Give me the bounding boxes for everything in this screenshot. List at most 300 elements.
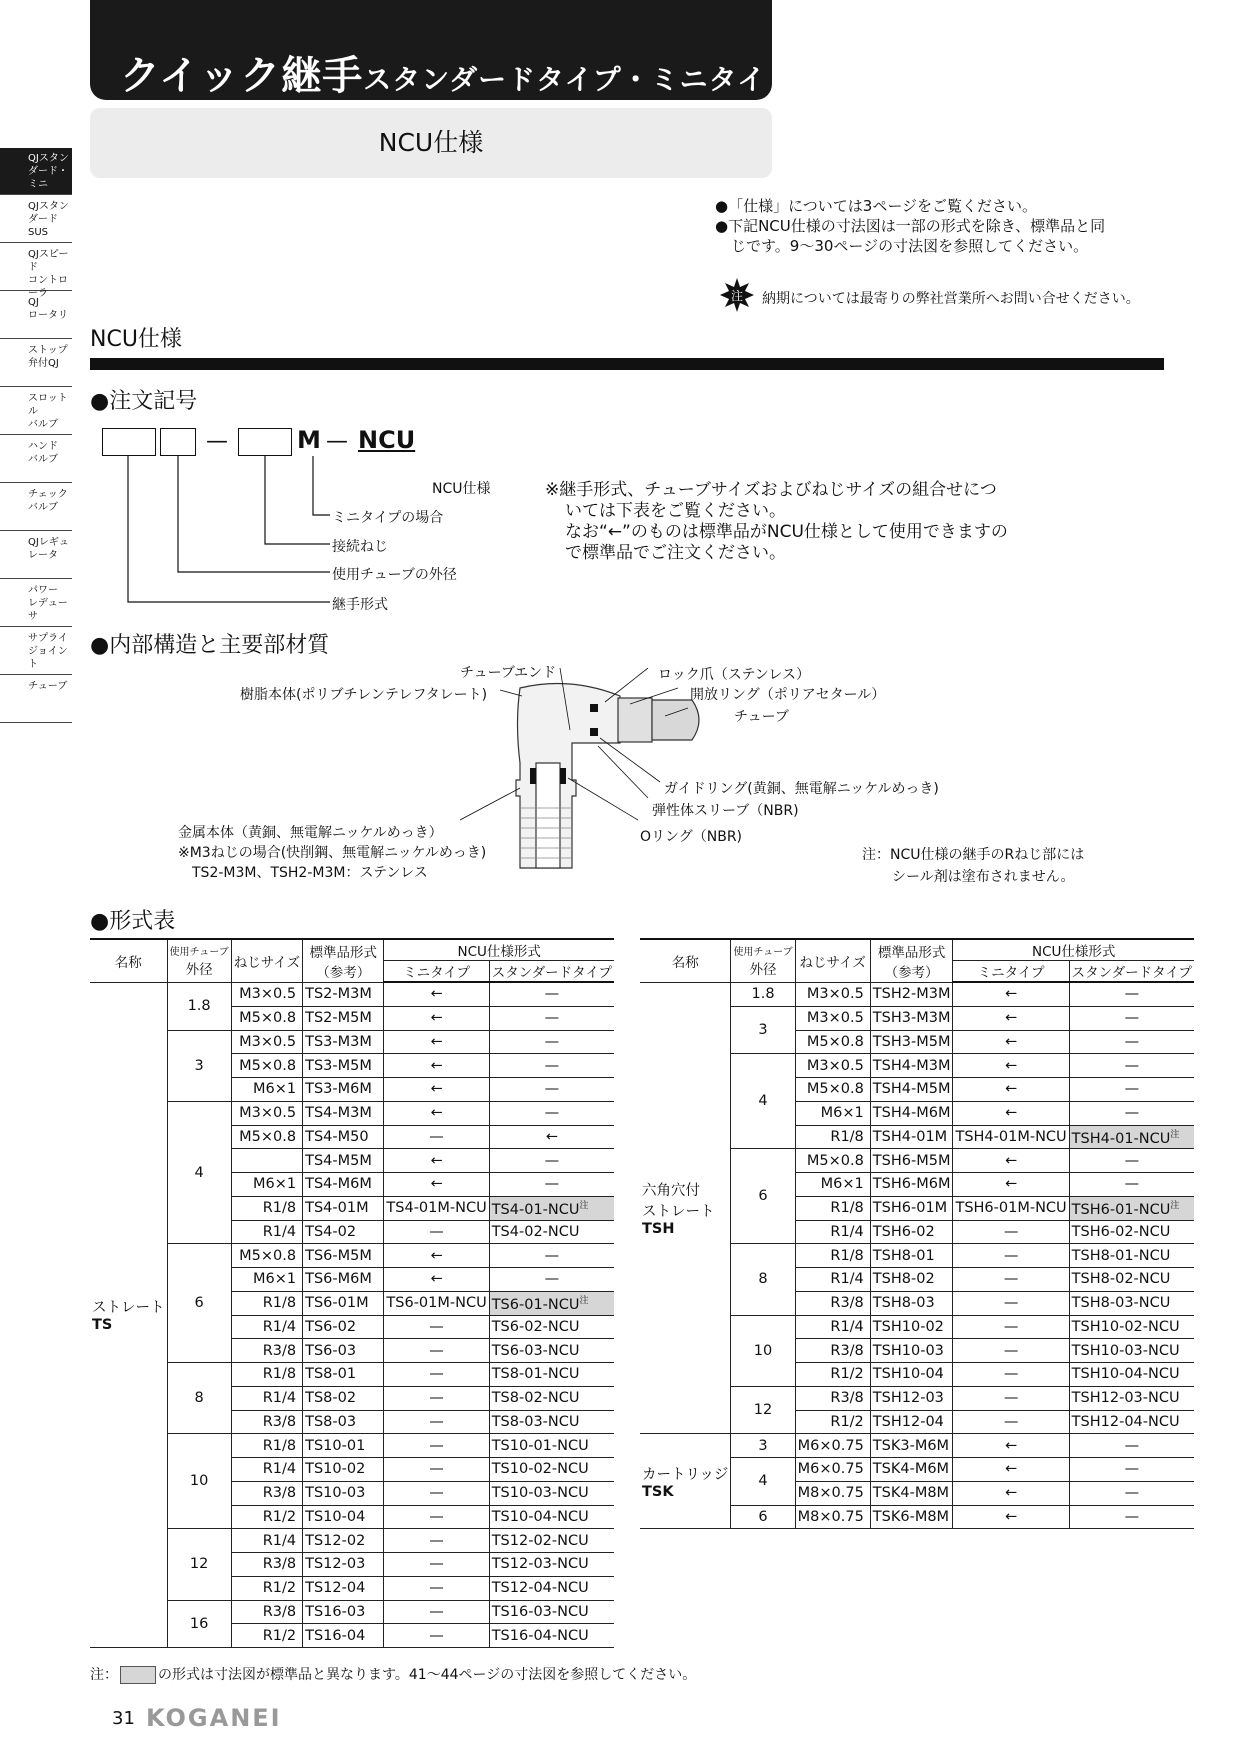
note-line: ●下記NCU仕様の寸法図は一部の形式を除き、標準品と同 xyxy=(715,217,1106,235)
standard-ncu-cell xyxy=(489,1291,614,1315)
standard-ncu-cell xyxy=(1069,1220,1194,1244)
standard-ncu-cell xyxy=(489,1529,614,1553)
standard-ncu-value: — xyxy=(544,1033,560,1050)
std-model-cell: TS4-M5M xyxy=(303,1149,384,1173)
thread-cell: M5×0.8 xyxy=(795,1149,870,1173)
caution-star-icon xyxy=(720,278,754,312)
standard-ncu-value: — xyxy=(1124,1010,1140,1027)
header-cell-line: 使用チューブ xyxy=(169,947,229,959)
thread-cell: M6×0.75 xyxy=(795,1434,870,1458)
code-label: 接続ねじ xyxy=(332,539,388,555)
name-line: 六角穴付 xyxy=(642,1182,700,1199)
standard-ncu-value: TSH6-02-NCU xyxy=(1071,1223,1171,1240)
highlight-note-mark: 注 xyxy=(579,1296,589,1307)
sidebar-item-label: QJスタン xyxy=(28,201,69,212)
standard-ncu-cell xyxy=(1069,1078,1194,1102)
standard-ncu-value: TSH8-02-NCU xyxy=(1071,1271,1171,1288)
tube-od-cell: 4 xyxy=(167,1101,231,1244)
tube-od-cell: 8 xyxy=(167,1363,231,1434)
sidebar-item[interactable] xyxy=(0,580,72,627)
standard-ncu-value: TSH12-03-NCU xyxy=(1071,1390,1180,1407)
thread-cell: M5×0.8 xyxy=(231,1244,302,1268)
std-model-cell: TSH2-M3M xyxy=(870,982,953,1006)
standard-ncu-value: TS12-03-NCU xyxy=(491,1556,589,1573)
title-banner xyxy=(90,0,772,100)
thread-cell: R1/2 xyxy=(231,1576,302,1600)
title-main-text: クイック継手 xyxy=(120,53,364,99)
header-cell: スタンダードタイプ xyxy=(489,961,614,983)
standard-ncu-cell xyxy=(1069,1173,1194,1197)
highlight-note-mark: 注 xyxy=(1170,1129,1180,1140)
std-model-cell: TSK4-M6M xyxy=(870,1458,953,1482)
std-model-cell: TSH8-01 xyxy=(870,1244,953,1268)
thread-cell: M3×0.5 xyxy=(231,982,302,1006)
standard-ncu-cell xyxy=(489,1481,614,1505)
header-cell-line: 外径 xyxy=(749,962,777,979)
standard-ncu-value: — xyxy=(1124,986,1140,1003)
standard-ncu-cell xyxy=(489,1624,614,1648)
header-cell-line: 使用チューブ xyxy=(733,947,793,959)
sidebar-item[interactable] xyxy=(0,292,72,339)
thread-cell: R1/2 xyxy=(231,1624,302,1648)
std-model-cell: TSH10-03 xyxy=(870,1339,953,1363)
standard-ncu-cell xyxy=(489,982,614,1006)
structure-label: チューブエンド xyxy=(460,665,557,681)
sidebar-item-label: QJスタン xyxy=(28,153,69,164)
sidebar-item-label: ロータリ xyxy=(28,310,68,321)
thread-cell: R1/4 xyxy=(231,1386,302,1410)
thread-cell: R1/8 xyxy=(231,1291,302,1315)
standard-ncu-value: — xyxy=(1124,1057,1140,1074)
standard-ncu-value: — xyxy=(1124,1152,1140,1169)
sidebar-item-label: ストップ xyxy=(28,345,68,356)
thread-cell: R1/8 xyxy=(231,1434,302,1458)
thread-cell: M3×0.5 xyxy=(231,1030,302,1054)
sidebar-item[interactable] xyxy=(0,532,72,579)
thread-cell: M5×0.8 xyxy=(231,1125,302,1149)
std-model-cell: TSH12-03 xyxy=(870,1386,953,1410)
standard-ncu-value: — xyxy=(1124,1508,1140,1525)
thread-cell: R3/8 xyxy=(795,1339,870,1363)
highlight-legend-swatch xyxy=(120,1666,156,1684)
sidebar-item-label: サプライ xyxy=(28,633,68,644)
std-model-cell: TS10-04 xyxy=(303,1505,384,1529)
standard-ncu-value: ← xyxy=(545,1128,558,1145)
name-cell xyxy=(640,982,731,1434)
standard-ncu-cell xyxy=(489,1220,614,1244)
std-model-cell: TS16-04 xyxy=(303,1624,384,1648)
standard-ncu-value: TS12-02-NCU xyxy=(491,1532,589,1549)
mini-ncu-cell: ← xyxy=(953,1149,1069,1173)
standard-ncu-cell xyxy=(1069,982,1194,1006)
code-leader-lines xyxy=(100,454,340,614)
sidebar-item[interactable] xyxy=(0,436,72,483)
structure-label: 弾性体スリーブ（NBR) xyxy=(652,803,799,819)
standard-ncu-cell xyxy=(489,1600,614,1624)
standard-ncu-cell xyxy=(1069,1386,1194,1410)
standard-ncu-value: TS4-01-NCU xyxy=(491,1202,580,1219)
standard-ncu-cell xyxy=(489,1363,614,1387)
thread-cell: R1/4 xyxy=(231,1529,302,1553)
standard-ncu-cell xyxy=(489,1268,614,1292)
title-sub-text: スタンダードタイプ・ミニタイ xyxy=(363,63,767,96)
thread-cell: M6×1 xyxy=(795,1101,870,1125)
mini-ncu-cell: ← xyxy=(384,1173,489,1197)
structure-label: Oリング（NBR) xyxy=(640,829,743,845)
remark-line: いては下表をご覧ください。 xyxy=(565,501,786,521)
standard-ncu-cell xyxy=(489,1196,614,1220)
std-model-cell: TSH10-04 xyxy=(870,1363,953,1387)
standard-ncu-value: TSH12-04-NCU xyxy=(1071,1413,1180,1430)
header-cell: ミニタイプ xyxy=(953,961,1069,983)
table-row xyxy=(90,1101,614,1125)
standard-ncu-value: — xyxy=(544,1081,560,1098)
name-line: カートリッジ xyxy=(642,1466,729,1483)
standard-ncu-cell xyxy=(489,1386,614,1410)
subtitle-box: NCU仕様 xyxy=(90,108,772,178)
mini-ncu-cell: — xyxy=(953,1339,1069,1363)
sidebar-item-label: ダードSUS xyxy=(28,214,58,238)
mini-ncu-cell: — xyxy=(384,1529,489,1553)
std-model-cell: TS4-M6M xyxy=(303,1173,384,1197)
std-model-cell: TS16-03 xyxy=(303,1600,384,1624)
highlight-note-mark: 注 xyxy=(1170,1201,1180,1212)
structure-label: ガイドリング(黄銅、無電解ニッケルめっき) xyxy=(664,781,939,797)
code-label: ミニタイプの場合 xyxy=(332,510,444,526)
tube-od-cell: 1.8 xyxy=(731,982,795,1006)
mini-ncu-cell: — xyxy=(953,1386,1069,1410)
mini-ncu-cell: ← xyxy=(384,1054,489,1078)
name-line: ストレート xyxy=(92,1300,165,1317)
std-model-cell: TS12-03 xyxy=(303,1553,384,1577)
code-dash: — xyxy=(326,429,348,454)
name-line: ストレート xyxy=(642,1203,715,1220)
footer-note-prefix: 注： xyxy=(90,1667,118,1683)
standard-ncu-value: TS16-03-NCU xyxy=(491,1603,589,1620)
standard-ncu-cell xyxy=(1069,1006,1194,1030)
sidebar-item[interactable] xyxy=(0,388,72,435)
tube-od-cell: 3 xyxy=(731,1434,795,1458)
thread-cell: M6×1 xyxy=(231,1078,302,1102)
thread-cell: R1/4 xyxy=(231,1458,302,1482)
sidebar-item[interactable] xyxy=(0,628,72,675)
code-box-fitting-type xyxy=(102,428,156,456)
mini-ncu-cell: — xyxy=(384,1458,489,1482)
sidebar-item-label: QJ xyxy=(28,297,39,308)
mini-ncu-cell: ← xyxy=(953,1078,1069,1102)
mini-ncu-cell: ← xyxy=(384,1078,489,1102)
tube-od-cell: 4 xyxy=(731,1458,795,1506)
sidebar-item-label: パワー xyxy=(28,585,58,596)
std-model-cell: TSH3-M3M xyxy=(870,1006,953,1030)
mini-ncu-cell: ← xyxy=(384,1149,489,1173)
table-row xyxy=(90,1600,614,1624)
mini-ncu-cell: ← xyxy=(953,1101,1069,1125)
thread-cell: M6×0.75 xyxy=(795,1458,870,1482)
structure-label: 金属本体（黄銅、無電解ニッケルめっき） xyxy=(178,825,443,841)
standard-ncu-cell xyxy=(1069,1030,1194,1054)
notes xyxy=(715,196,1105,256)
std-model-cell: TSH12-04 xyxy=(870,1410,953,1434)
standard-ncu-cell xyxy=(489,1125,614,1149)
header-cell-line: （参考） xyxy=(884,964,939,981)
mini-ncu-cell: ← xyxy=(953,1006,1069,1030)
code-box-thread xyxy=(238,428,292,456)
remark-line: なお“←”のものは標準品がNCU仕様として使用できますの xyxy=(565,522,1008,542)
mini-ncu-cell: ← xyxy=(953,1030,1069,1054)
std-model-cell: TS4-M50 xyxy=(303,1125,384,1149)
footer-note-text: の形式は寸法図が標準品と異なります。41～44ページの寸法図を参照してください。 xyxy=(158,1667,697,1683)
std-model-cell: TS8-01 xyxy=(303,1363,384,1387)
code-label: NCU仕様 xyxy=(432,481,491,497)
thread-cell: R3/8 xyxy=(231,1339,302,1363)
note-line: ●「仕様」については3ページをご覧ください。 xyxy=(715,197,1038,215)
mini-ncu-cell: — xyxy=(953,1363,1069,1387)
thread-cell: M6×1 xyxy=(231,1173,302,1197)
std-model-cell: TSH8-02 xyxy=(870,1268,953,1292)
std-model-cell: TS12-02 xyxy=(303,1529,384,1553)
std-model-cell: TS10-03 xyxy=(303,1481,384,1505)
sidebar-item-label: 弁付QJ xyxy=(28,358,59,369)
standard-ncu-value: TS12-04-NCU xyxy=(491,1580,589,1597)
standard-ncu-cell xyxy=(489,1410,614,1434)
standard-ncu-value: — xyxy=(544,1010,560,1027)
code-dash: — xyxy=(206,429,228,454)
sidebar-item[interactable] xyxy=(0,676,72,723)
standard-ncu-cell xyxy=(1069,1125,1194,1149)
thread-cell: R1/8 xyxy=(231,1363,302,1387)
mini-ncu-cell: — xyxy=(384,1386,489,1410)
thread-cell: M8×0.75 xyxy=(795,1505,870,1529)
std-model-cell: TSH4-M3M xyxy=(870,1054,953,1078)
std-model-cell: TS4-02 xyxy=(303,1220,384,1244)
mini-ncu-cell: — xyxy=(384,1576,489,1600)
standard-ncu-value: TS6-03-NCU xyxy=(491,1342,580,1359)
sidebar-item-label: QJレギュ xyxy=(28,537,69,548)
standard-ncu-value: TSH8-03-NCU xyxy=(1071,1295,1171,1312)
header-cell-line: 標準品形式 xyxy=(309,944,378,961)
standard-ncu-cell xyxy=(1069,1481,1194,1505)
standard-ncu-value: TS10-03-NCU xyxy=(491,1485,589,1502)
standard-ncu-cell xyxy=(1069,1410,1194,1434)
tube-od-cell: 4 xyxy=(731,1054,795,1149)
standard-ncu-value: TS8-03-NCU xyxy=(491,1413,580,1430)
mini-ncu-cell: ← xyxy=(384,1030,489,1054)
std-model-cell: TSH4-M5M xyxy=(870,1078,953,1102)
thread-cell: R1/2 xyxy=(795,1363,870,1387)
standard-ncu-cell xyxy=(489,1030,614,1054)
std-model-cell: TS2-M5M xyxy=(303,1006,384,1030)
standard-ncu-value: — xyxy=(544,1152,560,1169)
structure-label: ※M3ねじの場合(快削鋼、無電解ニッケルめっき) xyxy=(178,845,487,861)
table-row xyxy=(90,1434,614,1458)
standard-ncu-value: TSH4-01-NCU xyxy=(1071,1130,1171,1147)
structure-label: ロック爪（ステンレス） xyxy=(658,667,810,683)
mini-ncu-cell: TSH6-01M-NCU xyxy=(953,1196,1069,1220)
mini-ncu-cell: — xyxy=(953,1244,1069,1268)
thread-cell: R1/8 xyxy=(231,1196,302,1220)
thread-cell: R1/4 xyxy=(795,1220,870,1244)
code-box-tube-od xyxy=(160,428,196,456)
table-row xyxy=(640,1434,1194,1458)
name-line: TSH xyxy=(642,1220,675,1237)
thread-cell: R3/8 xyxy=(231,1553,302,1577)
thread-cell: R1/8 xyxy=(795,1125,870,1149)
thread-cell: R3/8 xyxy=(795,1291,870,1315)
note-line: じです。9～30ページの寸法図を参照してください。 xyxy=(731,237,1089,255)
sidebar-item[interactable] xyxy=(0,340,72,387)
thread-cell: M3×0.5 xyxy=(795,1054,870,1078)
standard-ncu-cell xyxy=(489,1173,614,1197)
standard-ncu-value: TSH8-01-NCU xyxy=(1071,1247,1171,1264)
mini-ncu-cell: ← xyxy=(953,1481,1069,1505)
std-model-cell: TSH8-03 xyxy=(870,1291,953,1315)
header-cell xyxy=(731,939,795,982)
order-code-heading: ●注文記号 xyxy=(90,389,198,414)
section-title: NCU仕様 xyxy=(90,327,182,352)
std-model-cell: TSH6-02 xyxy=(870,1220,953,1244)
std-model-cell: TS6-M6M xyxy=(303,1268,384,1292)
standard-ncu-cell xyxy=(1069,1505,1194,1529)
header-cell xyxy=(167,939,231,982)
std-model-cell: TS10-01 xyxy=(303,1434,384,1458)
std-model-cell: TS4-M3M xyxy=(303,1101,384,1125)
mini-ncu-cell: — xyxy=(384,1410,489,1434)
standard-ncu-value: — xyxy=(544,1271,560,1288)
std-model-cell: TSK6-M8M xyxy=(870,1505,953,1529)
thread-cell xyxy=(231,1149,302,1173)
name-cell xyxy=(90,982,167,1648)
header-cell: ねじサイズ xyxy=(795,939,870,982)
standard-ncu-value: — xyxy=(1124,1437,1140,1454)
standard-ncu-cell xyxy=(1069,1054,1194,1078)
header-cell: ミニタイプ xyxy=(384,961,489,983)
standard-ncu-value: — xyxy=(1124,1485,1140,1502)
std-model-cell: TS8-02 xyxy=(303,1386,384,1410)
code-label: 継手形式 xyxy=(332,597,388,613)
thread-cell: M5×0.8 xyxy=(231,1006,302,1030)
mini-ncu-cell: — xyxy=(384,1505,489,1529)
sidebar-item-label: レータ xyxy=(28,550,58,561)
standard-ncu-cell xyxy=(489,1101,614,1125)
thread-cell: R3/8 xyxy=(795,1386,870,1410)
thread-cell: M6×1 xyxy=(795,1173,870,1197)
header-cell-line: 標準品形式 xyxy=(877,944,946,961)
standard-ncu-cell xyxy=(1069,1315,1194,1339)
standard-ncu-cell xyxy=(489,1339,614,1363)
standard-ncu-cell xyxy=(489,1434,614,1458)
mini-ncu-cell: — xyxy=(384,1315,489,1339)
table-row xyxy=(90,1363,614,1387)
standard-ncu-cell xyxy=(1069,1339,1194,1363)
structure-label: チューブ xyxy=(734,709,789,725)
standard-ncu-cell xyxy=(489,1244,614,1268)
sidebar-item-label: ダード・ミニ xyxy=(28,166,68,190)
std-model-cell: TS3-M6M xyxy=(303,1078,384,1102)
model-table-heading: ●形式表 xyxy=(90,909,176,934)
thread-cell: M3×0.5 xyxy=(795,982,870,1006)
thread-cell: M5×0.8 xyxy=(795,1030,870,1054)
thread-cell: R1/8 xyxy=(795,1196,870,1220)
mini-ncu-cell: ← xyxy=(953,1434,1069,1458)
standard-ncu-value: TSH10-04-NCU xyxy=(1071,1366,1180,1383)
sidebar-item-label: レデューサ xyxy=(28,598,68,622)
header-cell: NCU仕様形式 xyxy=(953,939,1194,961)
standard-ncu-value: — xyxy=(544,1247,560,1264)
standard-ncu-cell xyxy=(1069,1363,1194,1387)
standard-ncu-value: TS16-04-NCU xyxy=(491,1627,589,1644)
standard-ncu-cell xyxy=(1069,1268,1194,1292)
structure-note: 注：NCU仕様の継手のRねじ部には xyxy=(862,847,1085,863)
standard-ncu-value: TS4-02-NCU xyxy=(491,1223,580,1240)
standard-ncu-value: TSH6-01-NCU xyxy=(1071,1202,1171,1219)
standard-ncu-value: TS10-04-NCU xyxy=(491,1508,589,1525)
table-row xyxy=(90,1030,614,1054)
std-model-cell: TS8-03 xyxy=(303,1410,384,1434)
standard-ncu-cell xyxy=(1069,1291,1194,1315)
sidebar-item[interactable] xyxy=(0,484,72,531)
thread-cell: R3/8 xyxy=(231,1410,302,1434)
standard-ncu-value: TSH10-02-NCU xyxy=(1071,1318,1180,1335)
std-model-cell: TSH4-01M xyxy=(870,1125,953,1149)
header-cell: 名称 xyxy=(90,939,167,982)
std-model-cell: TSK4-M8M xyxy=(870,1481,953,1505)
sidebar-item-label: ハンド xyxy=(28,441,58,452)
table-row xyxy=(640,982,1194,1006)
structure-label: 樹脂本体(ポリブチレンテレフタレート) xyxy=(240,687,488,703)
standard-ncu-cell xyxy=(1069,1196,1194,1220)
brand-logo: KOGANEI xyxy=(146,1704,282,1732)
std-model-cell: TSK3-M6M xyxy=(870,1434,953,1458)
standard-ncu-cell xyxy=(489,1315,614,1339)
std-model-cell: TSH3-M5M xyxy=(870,1030,953,1054)
standard-ncu-value: — xyxy=(544,1176,560,1193)
standard-ncu-cell xyxy=(1069,1244,1194,1268)
sidebar-item[interactable] xyxy=(0,244,72,299)
mini-ncu-cell: TS4-01M-NCU xyxy=(384,1196,489,1220)
mini-ncu-cell: — xyxy=(384,1481,489,1505)
structure-note: シール剤は塗布されません。 xyxy=(892,869,1075,885)
header-cell: 名称 xyxy=(640,939,731,982)
std-model-cell: TS6-01M xyxy=(303,1291,384,1315)
header-cell xyxy=(303,939,384,982)
mini-ncu-cell: — xyxy=(384,1220,489,1244)
mini-ncu-cell: ← xyxy=(384,1244,489,1268)
sidebar-item[interactable] xyxy=(0,196,72,243)
tube-od-cell: 16 xyxy=(167,1600,231,1648)
std-model-cell: TS4-01M xyxy=(303,1196,384,1220)
caution-star-label: 注 xyxy=(730,289,744,303)
std-model-cell: TSH6-M6M xyxy=(870,1173,953,1197)
standard-ncu-value: — xyxy=(1124,1105,1140,1122)
standard-ncu-value: — xyxy=(1124,1081,1140,1098)
sidebar-item[interactable] xyxy=(0,148,72,195)
thread-cell: R3/8 xyxy=(231,1600,302,1624)
standard-ncu-cell xyxy=(1069,1458,1194,1482)
std-model-cell: TS3-M5M xyxy=(303,1054,384,1078)
thread-cell: R1/2 xyxy=(231,1505,302,1529)
standard-ncu-value: — xyxy=(544,986,560,1003)
standard-ncu-cell xyxy=(489,1006,614,1030)
standard-ncu-cell xyxy=(489,1553,614,1577)
standard-ncu-cell xyxy=(489,1149,614,1173)
tube-od-cell: 10 xyxy=(167,1434,231,1529)
mini-ncu-cell: — xyxy=(384,1553,489,1577)
model-table-left xyxy=(90,938,614,1648)
mini-ncu-cell: — xyxy=(953,1268,1069,1292)
thread-cell: M5×0.8 xyxy=(795,1078,870,1102)
std-model-cell: TS6-03 xyxy=(303,1339,384,1363)
